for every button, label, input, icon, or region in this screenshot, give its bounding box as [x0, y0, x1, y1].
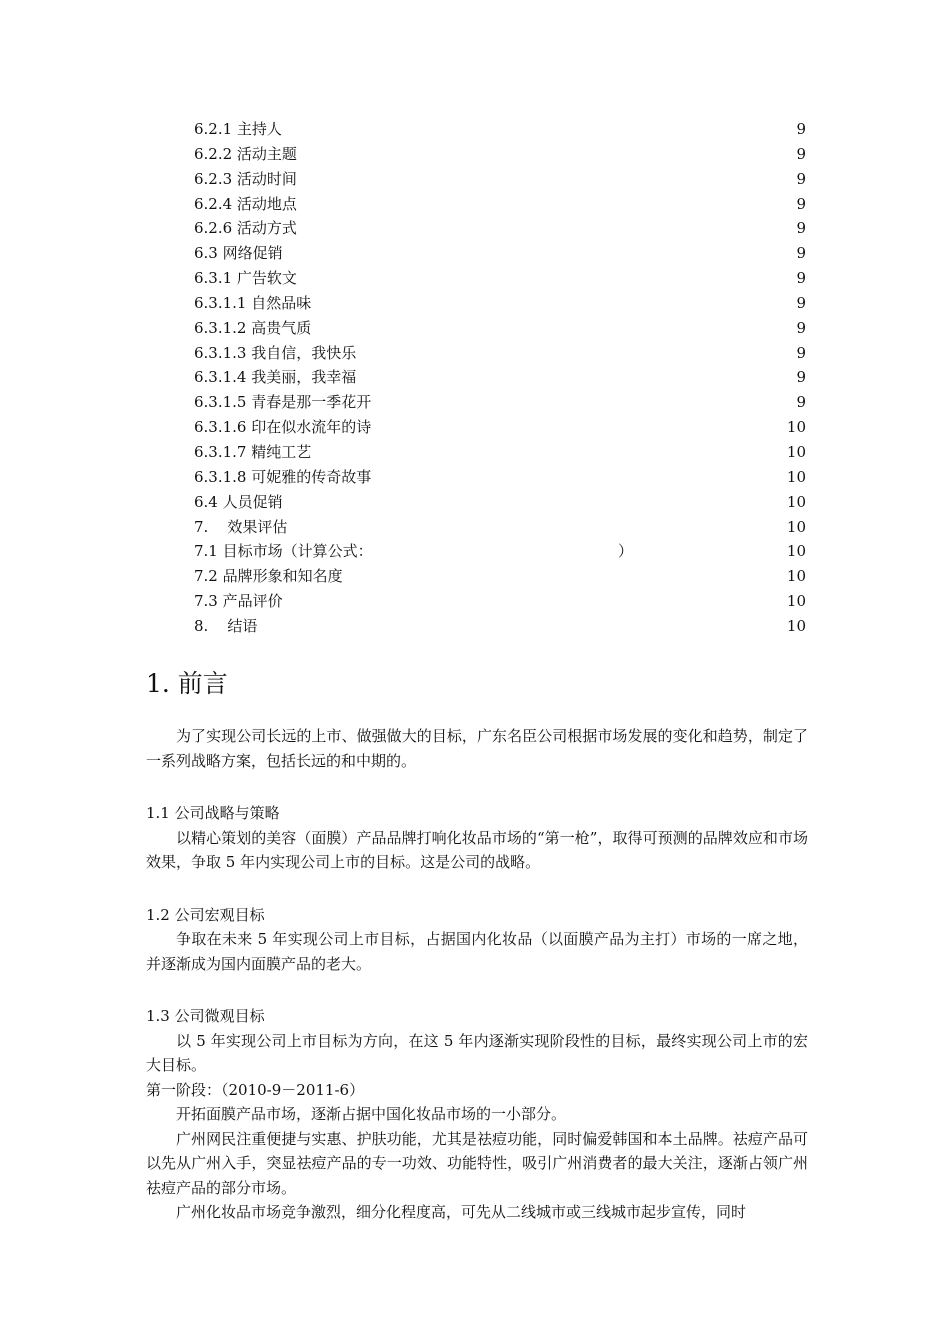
toc-row[interactable] [194, 216, 806, 241]
toc-row[interactable] [194, 142, 806, 167]
toc-label: 6.3.1.2 高贵气质 [194, 318, 312, 337]
toc-label: 6.3.1.8 可妮雅的传奇故事 [194, 467, 372, 486]
toc-label: 6.4 人员促销 [194, 492, 283, 511]
toc-label: 6.2.2 活动主题 [194, 144, 297, 163]
toc-label: 6.3.1.6 印在似水流年的诗 [194, 418, 372, 437]
toc-page-number: 10 [786, 492, 806, 511]
toc-label: 6.3.1.7 精纯工艺 [194, 442, 312, 461]
toc-row[interactable] [194, 241, 806, 266]
subsection-title-strategy: 1.1 公司战略与策略 [146, 804, 280, 822]
section-heading-preface: 1. 前言 [146, 669, 228, 698]
phase-paragraph: 开拓面膜产品市场，逐渐占据中国化妆品市场的一小部分。 [176, 1105, 567, 1123]
toc-page-number: 9 [796, 169, 806, 188]
micro-goal-paragraph: 以 5 年实现公司上市目标为方向，在这 5 年内逐渐实现阶段性的目标，最终实现公司上市的宏大目标。 [146, 1031, 808, 1074]
toc-page-number: 10 [786, 616, 806, 635]
toc-row[interactable] [194, 465, 806, 490]
toc-label: 6.3.1.3 我自信，我快乐 [194, 343, 357, 362]
toc-label: 6.3.1 广告软文 [194, 269, 297, 288]
toc-label: 6.3.1.5 青春是那一季花开 [194, 393, 372, 412]
toc-page-number: 9 [796, 269, 806, 288]
toc-page-number: 9 [796, 318, 806, 337]
toc-page-number: 10 [786, 567, 806, 586]
toc-row[interactable] [194, 266, 806, 291]
toc-page-number: 9 [796, 120, 806, 138]
toc-label: 6.2.4 活动地点 [194, 194, 297, 213]
toc-page-number: 9 [796, 194, 806, 213]
toc-row[interactable] [194, 440, 806, 465]
toc-page-number: 9 [796, 144, 806, 163]
strategy-paragraph: 以精心策划的美容（面膜）产品品牌打响化妆品市场的“第一枪”，取得可预测的品牌效应和市场效果，争取 5 年内实现公司上市的目标。这是公司的战略。 [146, 828, 808, 871]
toc-row[interactable] [194, 490, 806, 515]
toc-page-number: 9 [796, 293, 806, 312]
toc-page-number: 9 [796, 244, 806, 263]
table-of-contents [194, 117, 806, 639]
toc-label: 6.3.1.1 自然品味 [194, 293, 312, 312]
toc-label: 8. 结语 [194, 616, 258, 635]
toc-row[interactable] [194, 341, 806, 366]
toc-closing-paren: ） [618, 542, 634, 561]
toc-page-number: 9 [796, 219, 806, 238]
document-body [146, 664, 808, 1225]
toc-row[interactable] [194, 589, 806, 614]
toc-row[interactable] [194, 117, 806, 142]
toc-page-number: 9 [796, 343, 806, 362]
toc-label: 6.3 网络促销 [194, 244, 283, 263]
toc-row[interactable] [194, 515, 806, 540]
toc-row[interactable] [194, 291, 806, 316]
toc-row[interactable] [194, 167, 806, 192]
toc-label: 6.3.1.4 我美丽，我幸福 [194, 368, 357, 387]
toc-row[interactable] [194, 415, 806, 440]
subsection-title-micro-goal: 1.3 公司微观目标 [146, 1007, 265, 1025]
toc-page-number: 10 [786, 542, 806, 561]
phase-paragraph: 广州网民注重便捷与实惠、护肤功能，尤其是祛痘功能，同时偏爱韩国和本土品牌。祛痘产品可以先从广州入手，突显祛痘产品的专一功效、功能特性，吸引广州消费者的最大关注，逐渐占领广州祛痘产品的部分市场。 [146, 1129, 808, 1197]
phase-one-label: 第一阶段：（2010-9－2011-6） [146, 1080, 365, 1099]
toc-label: 7.3 产品评价 [194, 592, 283, 611]
subsection-title-macro-goal: 1.2 公司宏观目标 [146, 905, 265, 924]
toc-label: 6.2.3 活动时间 [194, 169, 297, 188]
toc-label: 6.2.1 主持人 [194, 120, 282, 138]
toc-label: 7.2 品牌形象和知名度 [194, 567, 343, 586]
phase-paragraph: 广州化妆品市场竞争激烈，细分化程度高，可先从二线城市或三线城市起步宣传，同时 [176, 1203, 747, 1221]
toc-row[interactable] [194, 564, 806, 589]
toc-label: 6.2.6 活动方式 [194, 219, 297, 238]
toc-page-number: 9 [796, 368, 806, 387]
toc-row[interactable] [194, 316, 806, 341]
toc-page-number: 10 [786, 467, 806, 486]
toc-row[interactable] [194, 614, 806, 639]
toc-label: 7. 效果评估 [194, 517, 288, 536]
intro-paragraph: 为了实现公司长远的上市、做强做大的目标，广东名臣公司根据市场发展的变化和趋势，制定了一系列战略方案，包括长远的和中期的。 [146, 727, 808, 770]
toc-page-number: 9 [796, 393, 806, 412]
toc-label: 7.1 目标市场（计算公式： [194, 542, 373, 561]
toc-row[interactable] [194, 365, 806, 390]
macro-goal-paragraph: 争取在未来 5 年实现公司上市目标，占据国内化妆品（以面膜产品为主打）市场的一席之地，并逐渐成为国内面膜产品的老大。 [146, 930, 808, 973]
toc-page-number: 10 [786, 418, 806, 437]
toc-row[interactable] [194, 192, 806, 217]
toc-page-number: 10 [786, 517, 806, 536]
toc-row[interactable] [194, 390, 806, 415]
toc-page-number: 10 [786, 592, 806, 611]
toc-row[interactable] [194, 539, 806, 564]
toc-page-number: 10 [786, 442, 806, 461]
